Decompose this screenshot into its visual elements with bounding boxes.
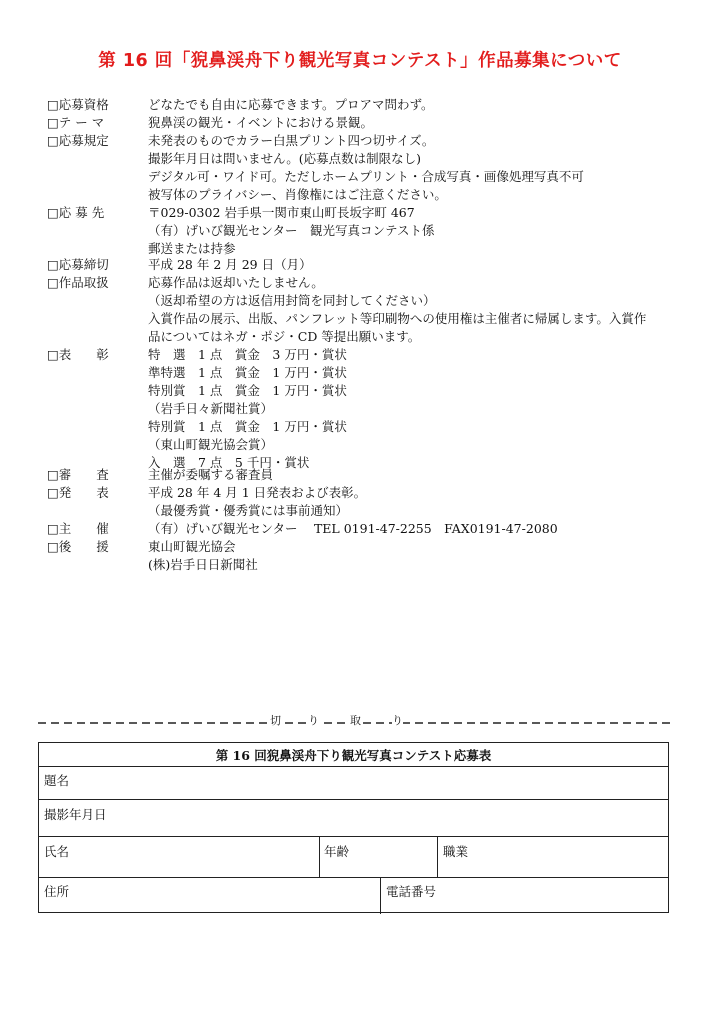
item-text: （有）げいび観光センター TEL 0191-47-2255 FAX0191-47-2080 [148,521,558,536]
cut-label-2: り [308,714,319,727]
item-label: □応 募 先 [47,205,105,220]
item-text: 応募作品は返却いたしません。 [148,275,324,290]
form-row-date[interactable] [39,799,668,836]
item-label: □テ ー マ [47,115,105,130]
item-text: 猊鼻渓の観光・イベントにおける景観。 [148,115,374,130]
item-text: （東山町観光協会賞） [148,437,274,452]
item-text: 撮影年月日は問いません。(応募点数は制限なし) [148,151,422,166]
date-label: 撮影年月日 [44,807,107,822]
item-text: 未発表のものでカラー白黒プリント四つ切サイズ。 [148,133,435,148]
item-text: どなたでも自由に応募できます。プロアマ問わず。 [148,97,434,112]
cut-label-3: 取 [350,714,361,727]
divider [380,878,381,914]
divider [319,837,320,878]
item-text: 入 選 7 点 5 千円・賞状 [148,455,310,470]
address-label: 住所 [44,884,70,899]
item-text: 被写体のプライバシー、肖像権にはご注意ください。 [148,187,447,202]
item-label: □応募規定 [47,133,109,148]
item-text: 平成 28 年 4 月 1 日発表および表彰。 [148,485,367,500]
job-label: 職業 [443,844,469,859]
age-label: 年齢 [324,844,350,859]
item-label: □発 表 [47,485,109,500]
page-title: 第 16 回「猊鼻渓舟下り観光写真コンテスト」作品募集について [98,51,622,71]
item-text: 〒029-0302 岩手県一関市東山町長坂字町 467 [148,205,415,220]
item-text: 平成 28 年 2 月 29 日（月） [148,257,312,272]
phone-label: 電話番号 [386,884,437,899]
name-label: 氏名 [44,844,70,859]
form-heading: 第 16 回猊鼻渓舟下り観光写真コンテスト応募表 [215,748,492,763]
item-text: 特別賞 1 点 賞金 1 万円・賞状 [148,419,347,434]
entry-form [38,742,669,913]
cut-label-4: り [392,714,403,727]
item-label: □審 査 [47,467,109,482]
item-text: (株)岩手日日新聞社 [148,557,258,572]
item-text: （有）げいび観光センター 観光写真コンテスト係 [148,223,435,238]
form-row-address[interactable] [39,877,668,913]
item-text: 主催が委嘱する審査員 [148,467,274,482]
item-label: □応募締切 [47,257,109,272]
item-label: □表 彰 [47,347,109,362]
item-label: □応募資格 [47,97,109,112]
item-text: 東山町観光協会 [148,539,236,554]
item-text: 特別賞 1 点 賞金 1 万円・賞状 [148,383,347,398]
item-text: 特 選 1 点 賞金 3 万円・賞状 [148,347,347,362]
item-text: 品についてはネガ・ポジ・CD 等提出願います。 [148,329,421,344]
cut-label-1: 切 [270,714,281,727]
item-text: （返却希望の方は返信用封筒を同封してください） [148,293,436,308]
title-label: 題名 [44,773,70,788]
item-text: デジタル可・ワイド可。ただしホームプリント・合成写真・画像処理写真不可 [148,169,584,184]
form-row-title[interactable] [39,766,668,799]
item-text: 郵送または持参 [148,241,236,256]
divider [437,837,438,878]
item-label: □主 催 [47,521,109,536]
item-label: □後 援 [47,539,109,554]
item-text: （岩手日々新聞社賞） [148,401,274,416]
item-text: （最優秀賞・優秀賞には事前通知） [148,503,349,518]
item-text: 準特選 1 点 賞金 1 万円・賞状 [148,365,347,380]
item-text: 入賞作品の展示、出版、パンフレット等印刷物への使用権は主催者に帰属します。入賞作 [148,311,647,326]
item-label: □作品取扱 [47,275,109,290]
form-row-name[interactable] [39,836,668,877]
